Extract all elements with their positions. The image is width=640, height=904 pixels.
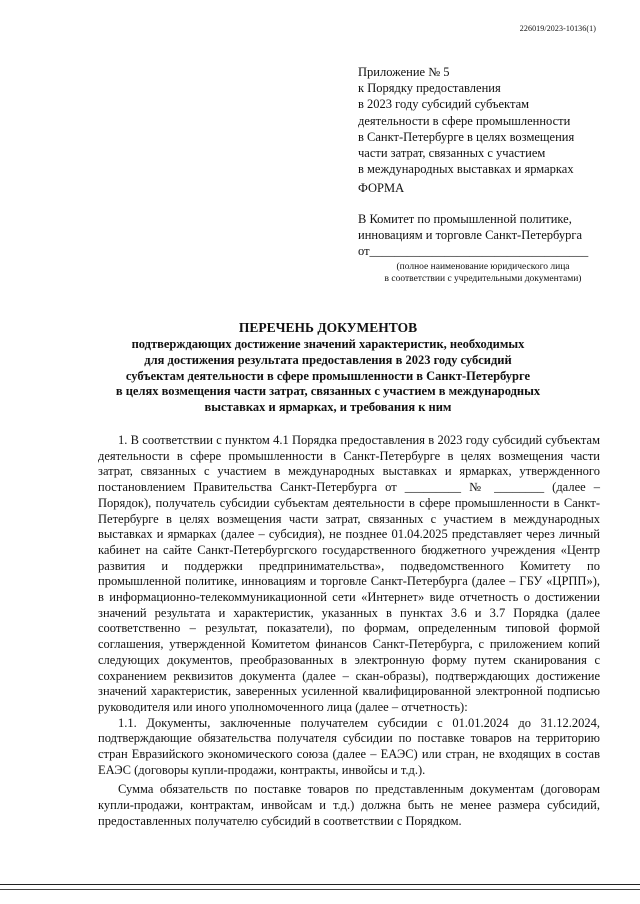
document-body [98, 433, 600, 830]
document-title [78, 319, 578, 416]
addressee-block [358, 211, 618, 286]
addressee-line: В Комитет по промышленной политике, [358, 212, 572, 226]
appendix-line: деятельности в сфере промышленности [358, 113, 571, 128]
title-line: для достижения результата предоставления в 2023 году субсидий [144, 352, 512, 367]
footer-divider [0, 884, 640, 885]
appendix-line: к Порядку предоставления [358, 81, 501, 96]
paragraph: 1. В соответствии с пунктом 4.1 Порядка предоставления в 2023 году субсидий субъектам деятельности в сфере промышленности в Санкт-Петербурге в целях возмещения части затрат, связанных с участием в международных выставках и ярмарках, утвержденного постановлением Правительства Санкт-Петербурга от _________ № ________ (далее – Порядок), получатель субсидии субъектам деятельности в сфере промышленности в Санкт-Петербурге в целях возмещения части затрат, связанных с участием в международных выставках и ярмарках (далее – субсидия), не позднее 01.04.2025 представляет через личный кабинет на сайте Санкт-Петербургского государственного бюджетного учреждения «Центр развития и поддержки предпринимательства», подведомственного Комитету по промышленной политике, инновациям и торговле Санкт-Петербурга (далее – ГБУ «ЦРПП»), в информационно-телекоммуникационной сети «Интернет» виде отчетность о достижении значений результата и характеристик, указанных в пунктах 3.6 и 3.7 Порядка (далее соответственно – результат, показатели), по формам, определенным типовой формой соглашения, утвержденной Комитетом финансов Санкт-Петербурга, с приложением копий следующих документов, преобразованных в электронную форму путем сканирования с сохранением реквизитов документа (далее – скан-образы), подтверждающих достижение значений характеристик, заверенных усиленной квалифицированной электронной подписью руководителя или иного уполномоченного лица (далее – отчетность): [98, 433, 600, 714]
caption-line: (полное наименование юридического лица [396, 261, 570, 272]
paragraph: Сумма обязательств по поставке товаров по представленным документам (договорам купли-продажи, контрактам, инвойсам и т.д.) должна быть не менее размера субсидий, предоставленных получателю субсидий в соответствии с Порядком. [98, 782, 600, 828]
caption-line: в соответствии с учредительными документами) [384, 274, 582, 285]
appendix-line: в международных выставках и ярмарках [358, 162, 574, 177]
appendix-header [358, 64, 628, 177]
appendix-line: части затрат, связанных с участием [358, 146, 546, 161]
appendix-line: в 2023 году субсидий субъектам [358, 97, 530, 112]
addressee-caption [348, 261, 618, 286]
title-line: субъектам деятельности в сфере промышленности в Санкт-Петербурге [125, 368, 531, 383]
title-line: выставках и ярмарках, и требования к ним [204, 400, 452, 415]
addressee-line: инновациям и торговле Санкт-Петербурга [358, 228, 583, 243]
title-line: подтверждающих достижение значений характеристик, необходимых [131, 337, 525, 351]
title-line: в целях возмещения части затрат, связанных с участием в международных [115, 384, 541, 399]
title-main: ПЕРЕЧЕНЬ ДОКУМЕНТОВ [238, 320, 418, 335]
paragraph: 1.1. Документы, заключенные получателем субсидии с 01.01.2024 до 31.12.2024, подтверждающие обязательства получателя субсидии по поставке товаров на территорию стран Евразийского экономического союза (далее – ЕАЭС) или стран, не входящих в состав ЕАЭС (договоры купли-продажи, контракты, инвойсы и т.д.). [98, 715, 600, 777]
appendix-line: в Санкт-Петербурге в целях возмещения [358, 129, 575, 144]
appendix-line: Приложение № 5 [358, 65, 450, 79]
form-label: ФОРМА [358, 181, 405, 195]
document-id: 226019/2023-10136(1) [519, 24, 596, 33]
addressee-from-line: от___________________________________ [358, 244, 589, 259]
footer-divider [0, 889, 640, 890]
